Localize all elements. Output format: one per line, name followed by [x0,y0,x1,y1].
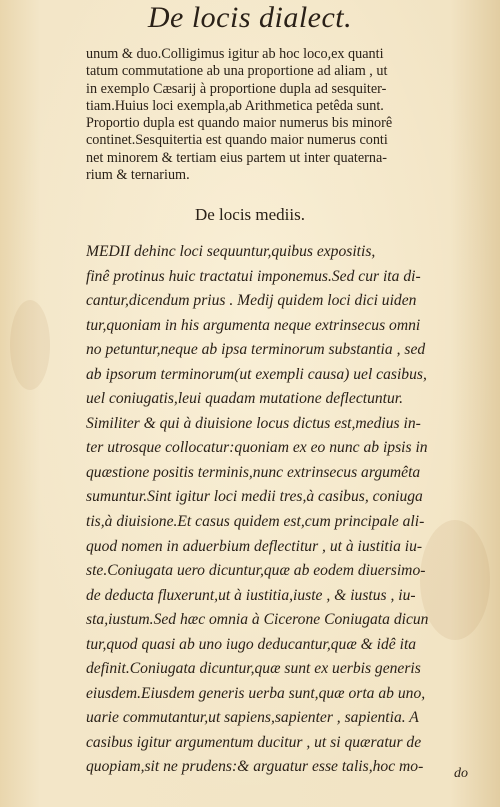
text-line: unum & duo.Colligimus igitur ab hoc loco,ex quanti [86,46,384,62]
text-line: casibus igitur argumentum ducitur , ut si quæratur de [86,733,422,751]
text-line: net minorem & tertiam eius partem ut inter quaterna- [86,149,387,166]
text-line: tis,à diuisione.Et casus quidem est,cum principale ali- [86,513,425,531]
text-line: MEDII dehinc loci sequuntur,quibus expositis, [86,243,376,260]
paper-stain [10,300,50,390]
text-line: tur,quoniam in his argumenta neque extrinsecus omni [86,316,421,334]
text-line: definit.Coniugata dicuntur,quæ sunt ex uerbis generis [86,660,421,678]
text-line: rium & ternarium. [86,167,190,184]
text-line: eiusdem.Eiusdem generis uerba sunt,quæ orta ab uno, [86,684,426,702]
paragraph-top [86,46,476,184]
text-line: uel coniugatis,leui quadam mutatione deflectuntur. [86,390,404,408]
text-line: cantur,dicendum prius . Medij quidem loci dici uiden [86,292,417,310]
running-header: De locis dialect. [147,1,353,34]
text-line: finê protinus huic tractatui imponemus.Sed cur ita di- [86,267,421,285]
text-line: quod nomen in aduerbium deflectitur , ut à iustitia iu- [86,537,423,555]
text-line: Proportio dupla est quando maior numerus bis minorê [86,115,393,132]
text-line: tatum commutatione ab una proportione ad aliam , ut [86,63,388,80]
text-line: tiam.Huius loci exempla,ab Arithmetica petêda sunt. [86,97,384,114]
text-line: continet.Sesquitertia est quando maior numerus conti [86,132,388,149]
text-line: ab ipsorum terminorum(ut exempli causa) uel casibus, [86,365,427,383]
catchword: do [454,766,468,781]
text-line: sumuntur.Sint igitur loci medii tres,à casibus, coniuga [86,488,423,506]
text-line: ter utrosque collocatur:quoniam ex eo nunc ab ipsis in [86,439,428,457]
paragraph-main [86,240,476,780]
text-line: no petuntur,neque ab ipsa terminorum substantia , sed [86,341,426,359]
text-line: ste.Coniugata uero dicuntur,quæ ab eodem diuersimo- [86,562,426,580]
text-line: tur,quod quasi ab uno iugo deducantur,quæ & idê ita [86,635,417,653]
text-line: uarie commutantur,ut sapiens,sapienter , sapientia. A [86,709,419,727]
text-line: quopiam,sit ne prudens:& arguatur esse talis,hoc mo- [86,758,424,776]
text-line: Similiter & qui à diuisione locus dictus est,medius in- [86,414,421,432]
text-line: quæstione positis terminis,nunc extrinsecus argumêta [86,463,421,481]
text-line: sta,iustum.Sed hæc omnia à Cicerone Coniugata dicun [86,611,429,629]
section-heading: De locis mediis. [194,205,305,224]
text-line: in exemplo Cæsarij à proportione dupla ad sesquiter- [86,80,387,97]
text-line: de deducta fluxerunt,ut à iustitia,iuste , & iustus , iu- [86,586,416,604]
